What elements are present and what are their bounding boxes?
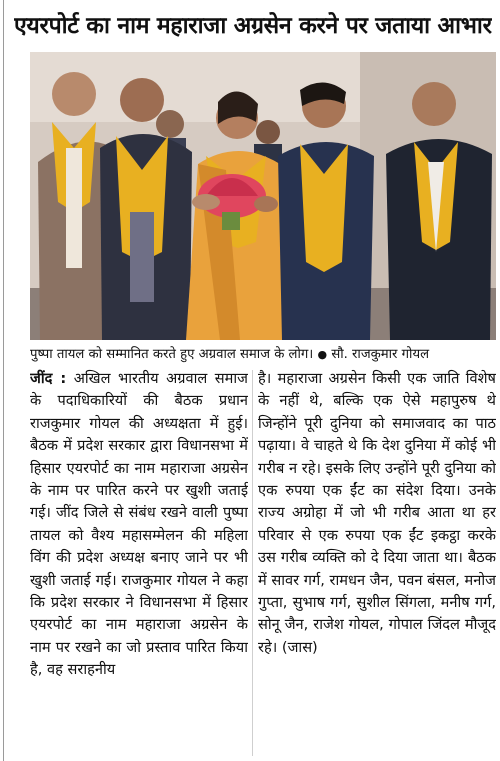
article-column-right <box>258 368 496 758</box>
photo-caption <box>30 344 496 366</box>
photo-credit: सौ. राजकुमार गोयल <box>331 347 430 362</box>
caption-text: पुष्पा तायल को सम्मानित करते हुए अग्रवाल समाज के लोग। <box>30 347 314 362</box>
article-text-left: अखिल भारतीय अग्रवाल समाज के पदाधिकारियों की बैठक प्रधान राजकुमार गोयल की अध्यक्षता में हुई। बैठक में प्रदेश सरकार द्वारा विधानसभा में हिसार एयरपोर्ट का नाम महाराजा अग्रसेन के नाम पर पारित करने पर खुशी जताई गई। जींद जिले से संबंध रखने वाली पुष्पा तायल को वैश्य महासम्मेलन की महिला विंग की प्रदेश अध्यक्ष बनाए जाने पर भी खुशी जताई गई। राजकुमार गोयल ने कहा कि प्रदेश सरकार ने विधानसभा में हिसार एयरपोर्ट का नाम महाराजा अग्रसेन के नाम पर रखने का जो प्रस्ताव पारित किया है, वह सराहनीय <box>30 370 248 679</box>
bullet-icon: ● <box>317 348 328 361</box>
article-text-right: है। महाराजा अग्रसेन किसी एक जाति विशेष के नहीं थे, बल्कि एक ऐसे महापुरुष थे जिन्होंने पूरी दुनिया को समाजवाद का पाठ पढ़ाया। वे चाहते थे कि देश दुनिया में कोई भी गरीब न रहे। इसके लिए उन्होंने पूरी दुनिया को एक रुपया एक ईंट का संदेश दिया। उनके राज्य अग्रोहा में जो भी गरीब आता था हर परिवार से एक रुपया एक ईंट इकट्ठा करके उस गरीब व्यक्ति को दे दिया जाता था। बैठक में सावर गर्ग, रामधन जैन, पवन बंसल, मनोज गुप्ता, सुभाष गर्ग, सुशील सिंगला, मनीष गर्ग, सोनू जैन, राजेश गोयल, गोपाल जिंदल मौजूद रहे। (जास) <box>258 370 496 656</box>
news-photo <box>30 52 496 340</box>
column-divider <box>252 370 253 756</box>
article-column-left <box>30 368 248 758</box>
page-edge-line <box>3 0 4 761</box>
dateline: जींद : <box>30 370 67 387</box>
headline: एयरपोर्ट का नाम महाराजा अग्रसेन करने पर जताया आभार <box>14 13 492 39</box>
